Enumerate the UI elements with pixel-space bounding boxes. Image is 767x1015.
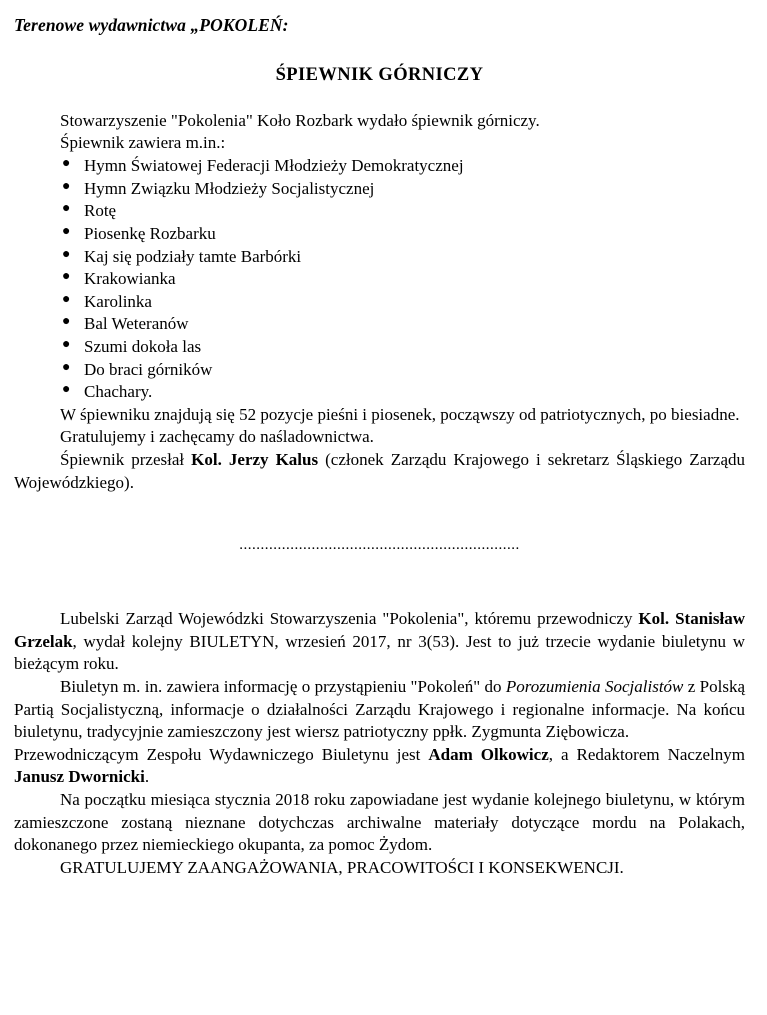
song-title: Kaj się podziały tamte Barbórki xyxy=(84,246,302,266)
bullet-icon: ● xyxy=(62,382,71,398)
bulletin-p2-suffix: z Polską Partią Socjalistyczną, informacje o działalności Zarządu Krajowego i regionalne informacje. Na końcu biuletynu, tradycyjnie zamieszczony jest wiersz patriotyczny ppłk. Zygmunta Ziębowicza. xyxy=(14,676,746,742)
document-header: Terenowe wydawnictwa „POKOLEŃ: xyxy=(14,15,289,35)
bulletin-paragraph-3 xyxy=(14,744,745,789)
bulletin-paragraph-1 xyxy=(14,608,745,676)
intro-line-1: Stowarzyszenie "Pokolenia" Koło Rozbark wydało śpiewnik górniczy. xyxy=(60,110,540,130)
bullet-icon: ● xyxy=(62,201,71,217)
editor-in-chief-name: Janusz Dwornicki xyxy=(14,767,145,787)
bullet-icon: ● xyxy=(62,291,71,307)
bullet-icon: ● xyxy=(62,269,71,285)
songbook-count-paragraph: W śpiewniku znajdują się 52 pozycje pieśni i piosenek, począwszy od patriotycznych, po biesiadne. xyxy=(60,404,740,424)
song-title: Bal Weteranów xyxy=(84,314,189,334)
list-item xyxy=(14,291,745,314)
bulletin-p1-suffix: , wydał kolejny BIULETYN, wrzesień 2017, nr 3(53). Jest to już trzecie wydanie biuletynu w bieżącym roku. xyxy=(14,631,745,674)
song-title: Hymn Światowej Federacji Młodzieży Demokratycznej xyxy=(84,156,464,176)
chairman-name: Kol. Stanisław Grzelak xyxy=(14,609,745,651)
intro-line-2: Śpiewnik zawiera m.in.: xyxy=(60,133,226,153)
bullet-icon: ● xyxy=(62,178,71,194)
song-title: Hymn Związku Młodzieży Socjalistycznej xyxy=(84,178,375,198)
closing-line: GRATULUJEMY ZAANGAŻOWANIA, PRACOWITOŚCI I KONSEKWENCJI. xyxy=(60,857,624,877)
bullet-icon: ● xyxy=(62,336,71,352)
list-item xyxy=(14,313,745,336)
list-item xyxy=(14,200,745,223)
bulletin-paragraph-2 xyxy=(14,676,745,744)
section-two xyxy=(14,608,745,879)
sender-suffix: (członek Zarządu Krajowego i sekretarz Śląskiego Zarządu Wojewódzkiego). xyxy=(14,450,745,492)
congratulations-paragraph: Gratulujemy i zachęcamy do naśladownictwa. xyxy=(60,427,374,447)
bulletin-p2-prefix: Biuletyn m. in. zawiera informację o przystąpieniu "Pokoleń" do xyxy=(60,676,506,696)
bulletin-p1-prefix: Lubelski Zarząd Wojewódzki Stowarzyszenia "Pokolenia", któremu przewodniczy xyxy=(60,609,639,629)
list-item xyxy=(14,381,745,404)
editorial-prefix: Przewodniczącym Zespołu Wydawniczego Biuletynu jest xyxy=(14,744,429,764)
song-title: Szumi dokoła las xyxy=(84,336,202,356)
song-title: Krakowianka xyxy=(84,269,176,289)
page-title: ŚPIEWNIK GÓRNICZY xyxy=(275,65,484,86)
editorial-suffix: . xyxy=(144,767,150,787)
section-divider: .................................................................. xyxy=(239,537,520,554)
list-item xyxy=(14,155,745,178)
bullet-icon: ● xyxy=(62,246,71,262)
sender-name: Kol. Jerzy Kalus xyxy=(191,450,319,469)
bullet-icon: ● xyxy=(62,359,71,375)
list-item xyxy=(14,246,745,269)
bullet-icon: ● xyxy=(62,314,71,330)
bullet-icon: ● xyxy=(62,156,71,172)
sender-prefix: Śpiewnik przesłał xyxy=(60,450,192,469)
list-item xyxy=(14,336,745,359)
list-item xyxy=(14,359,745,382)
sender-paragraph xyxy=(14,449,745,494)
song-title: Karolinka xyxy=(84,291,152,311)
bulletin-paragraph-4: Na początku miesiąca stycznia 2018 roku zapowiadane jest wydanie kolejnego biuletynu, w którym zamieszczone zostaną nieznane dotychczas archiwalne materiały dotyczące mordu na Polakach, dokonanego przez niemieckiego okupanta, za pomoc Żydom. xyxy=(14,790,745,855)
list-item xyxy=(14,268,745,291)
list-item xyxy=(14,223,745,246)
song-list xyxy=(14,155,745,404)
list-item xyxy=(14,178,745,201)
bullet-icon: ● xyxy=(62,223,71,239)
song-title: Piosenkę Rozbarku xyxy=(84,223,216,243)
song-title: Do braci górników xyxy=(84,359,213,379)
editorial-chair-name: Adam Olkowicz xyxy=(428,744,549,764)
editorial-mid: , a Redaktorem Naczelnym xyxy=(548,744,745,764)
song-title: Chachary. xyxy=(84,382,153,402)
song-title: Rotę xyxy=(84,201,117,221)
agreement-title: Porozumienia Socjalistów xyxy=(505,676,684,696)
